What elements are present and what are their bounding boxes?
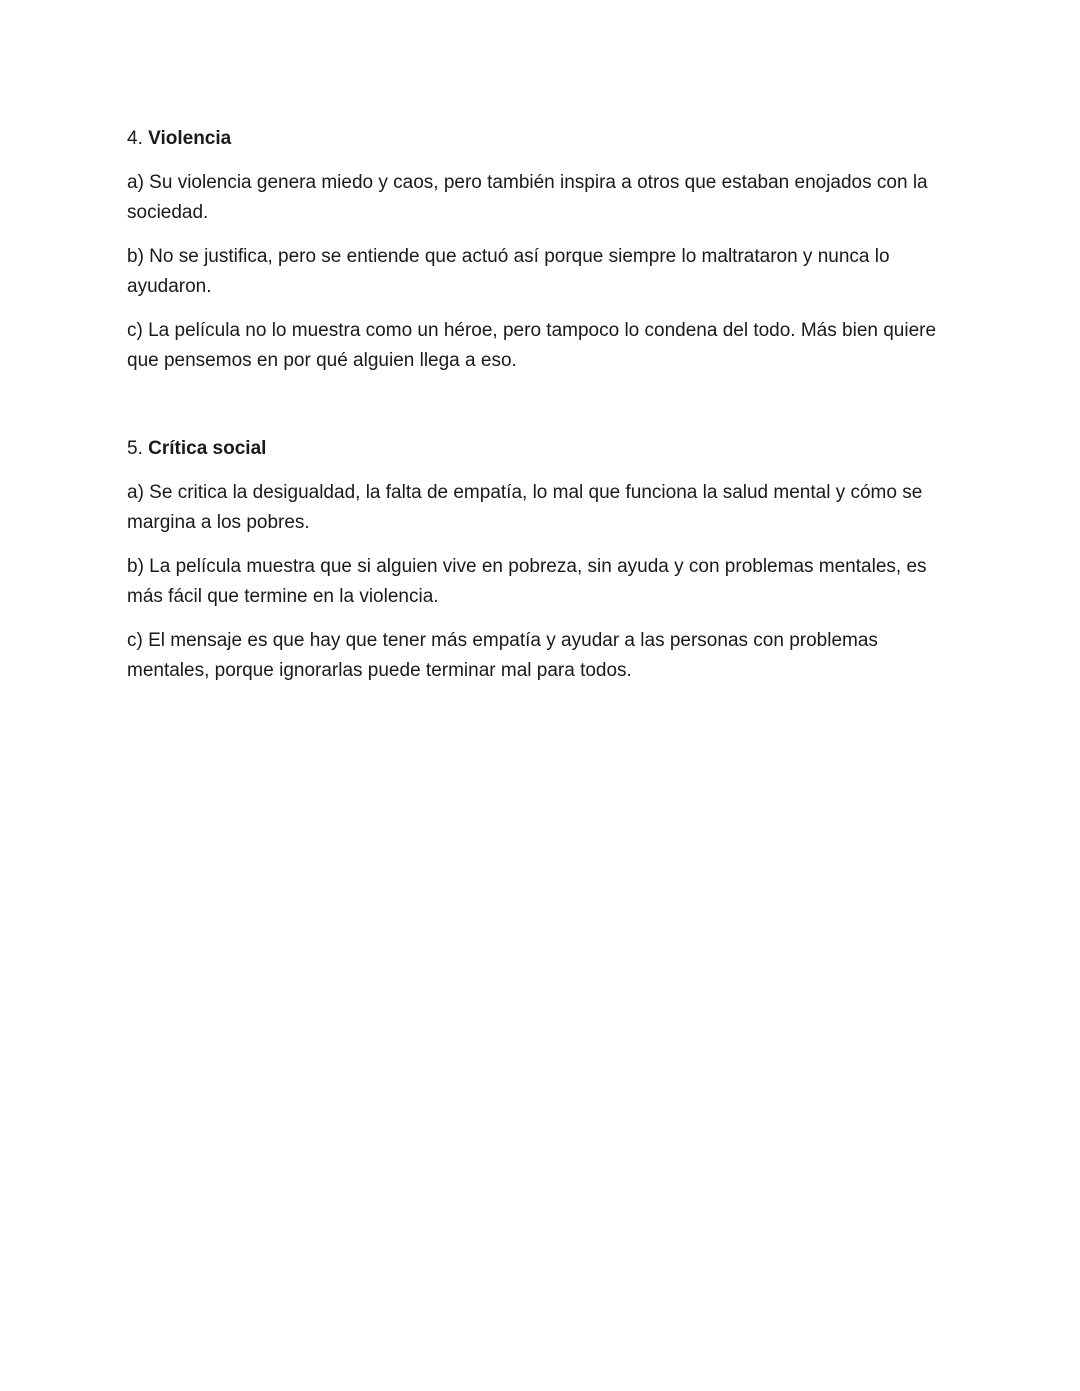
section-number: 4. bbox=[127, 128, 143, 149]
section-violencia bbox=[127, 124, 957, 376]
answer-b: b) No se justifica, pero se entiende que actuó así porque siempre lo maltrataron y nunca lo ayudaron. bbox=[127, 246, 890, 297]
section-heading bbox=[127, 124, 957, 154]
answer-c: c) La película no lo muestra como un héroe, pero tampoco lo condena del todo. Más bien quiere que pensemos en por qué alguien llega a eso. bbox=[127, 320, 937, 371]
answer-a: a) Se critica la desigualdad, la falta de empatía, lo mal que funciona la salud mental y cómo se margina a los pobres. bbox=[127, 482, 923, 533]
section-critica-social bbox=[127, 434, 957, 686]
section-heading bbox=[127, 434, 957, 464]
section-title: Violencia bbox=[148, 128, 232, 149]
section-number: 5. bbox=[127, 438, 143, 459]
document-page bbox=[127, 124, 957, 700]
answer-b: b) La película muestra que si alguien vive en pobreza, sin ayuda y con problemas mentales, es más fácil que termine en la violencia. bbox=[127, 556, 927, 607]
answer-a: a) Su violencia genera miedo y caos, pero también inspira a otros que estaban enojados con la sociedad. bbox=[127, 172, 928, 223]
section-title: Crítica social bbox=[148, 438, 267, 459]
answer-c: c) El mensaje es que hay que tener más empatía y ayudar a las personas con problemas mentales, porque ignorarlas puede terminar mal para todos. bbox=[127, 630, 878, 681]
